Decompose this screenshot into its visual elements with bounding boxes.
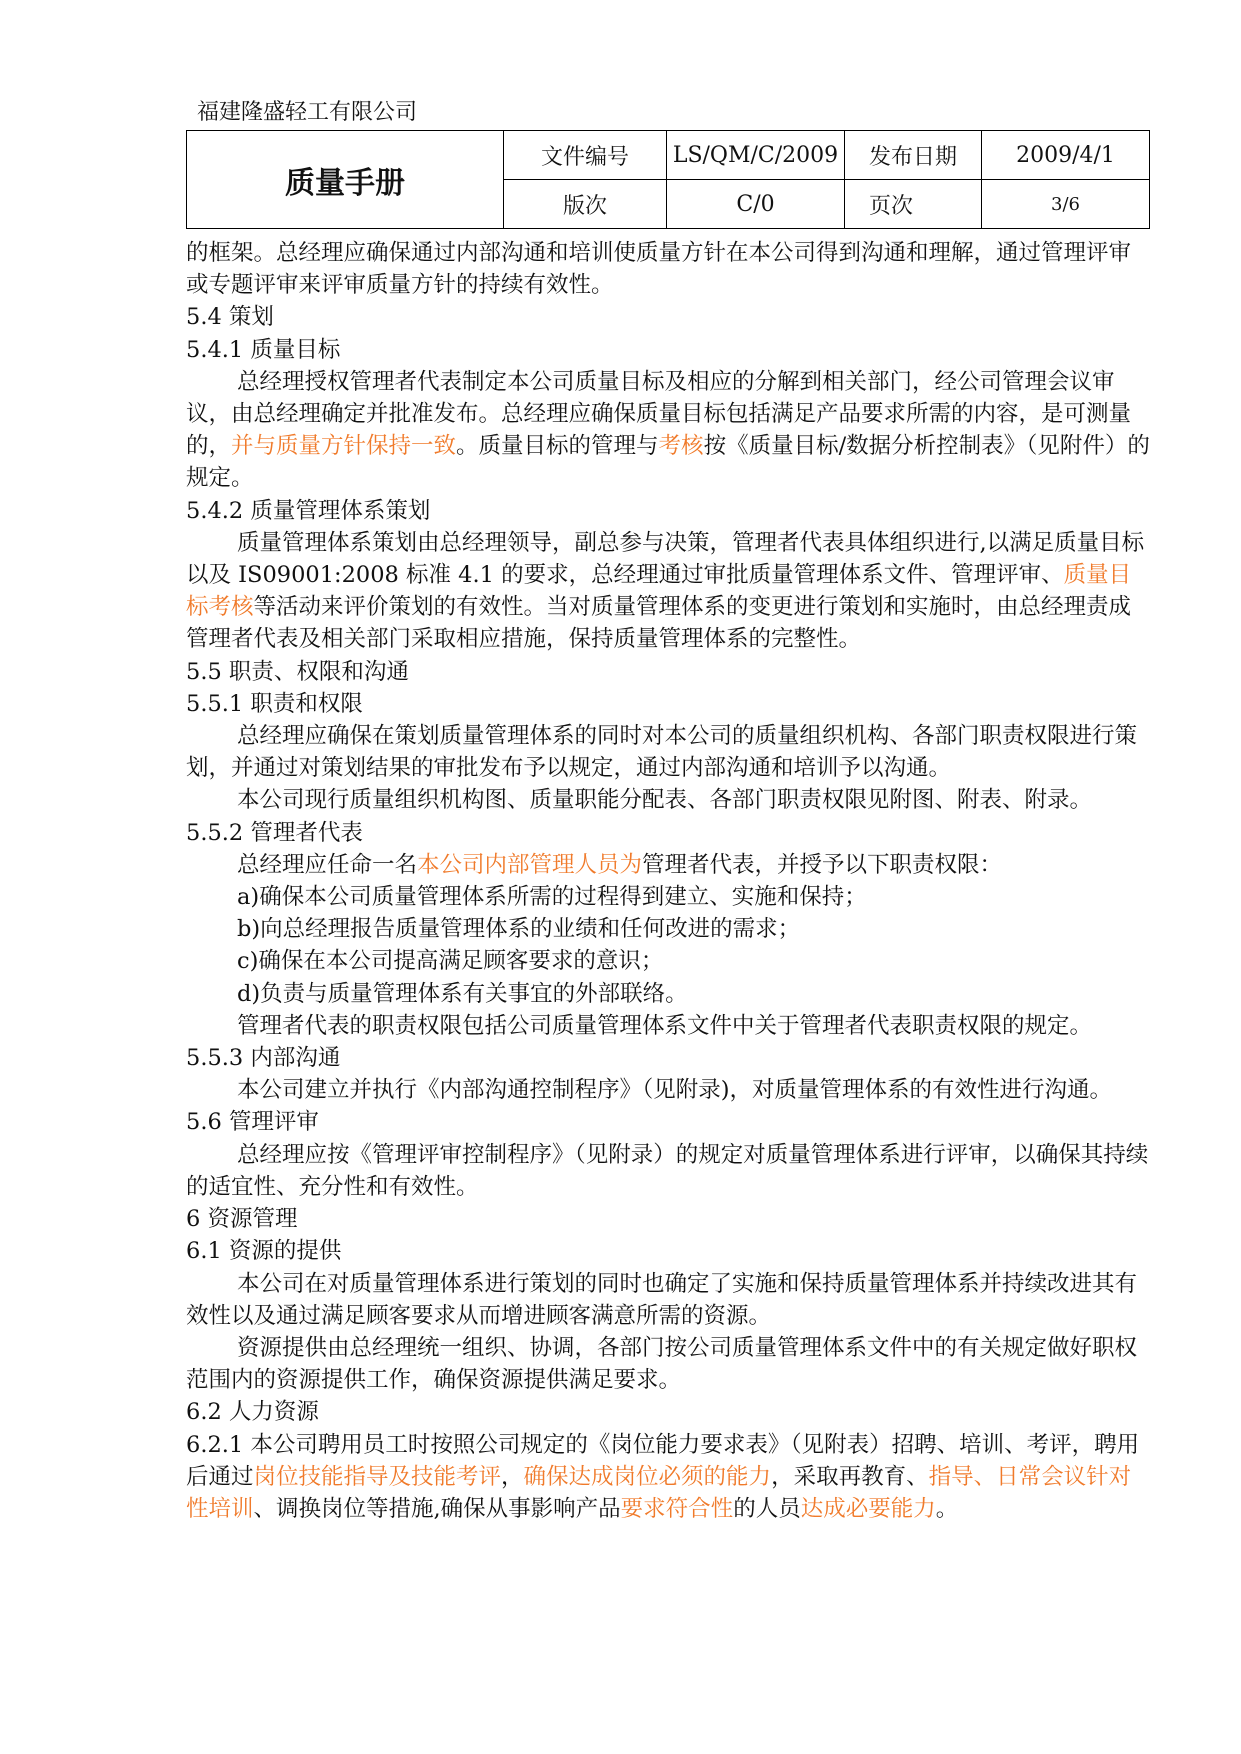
document-body [186, 237, 1150, 1525]
paragraph [186, 1235, 1150, 1267]
page-label: 页次 [845, 180, 982, 229]
text-run: 5.4.2 质量管理体系策划 [186, 497, 431, 524]
paragraph [186, 1268, 1150, 1332]
text-run: 5.5.3 内部沟通 [186, 1045, 341, 1072]
text-run: a)确保本公司质量管理体系所需的过程得到建立、实施和保持； [237, 884, 867, 911]
document-header-table [186, 130, 1150, 229]
text-run: 6.2.1 本公司聘用员工时按照公司规定的《岗位能力要求表》（见附表）招聘、培训、考评，聘用后通过 [186, 1431, 1140, 1490]
doc-number-label: 文件编号 [504, 131, 667, 180]
paragraph [186, 945, 1150, 977]
text-run: 总经理授权管理者代表制定本公司质量目标及相应的分解到相关部门，经公司管理会议审议，由总经理确定并批准发布。总经理应确保质量目标包括满足产品要求所需的内容，是可测量的， [186, 368, 1132, 460]
paragraph [186, 1332, 1150, 1396]
text-run: 。 [935, 1495, 959, 1522]
highlighted-text: 考核 [658, 433, 704, 460]
text-run: ， [501, 1463, 524, 1490]
paragraph [186, 881, 1150, 913]
release-date-label: 发布日期 [845, 131, 982, 180]
text-run: ，采取再教育、 [771, 1463, 929, 1490]
paragraph [186, 1106, 1150, 1138]
text-run: 管理者代表，并授予以下职责权限： [642, 851, 1003, 878]
paragraph [186, 817, 1150, 849]
highlighted-text: 并与质量方针保持一致 [231, 433, 457, 460]
release-date-value: 2009/4/1 [982, 131, 1150, 180]
highlighted-text: 质量目标考核 [186, 562, 1132, 621]
highlighted-text: 指导、日常会议针对性培训 [186, 1463, 1132, 1522]
paragraph [186, 1203, 1150, 1235]
text-run: 按《质量目标/数据分析控制表》（见附件）的规定。 [186, 433, 1150, 492]
highlighted-text: 岗位技能指导及技能考评 [253, 1463, 502, 1490]
text-run: 的人员 [733, 1495, 801, 1522]
highlighted-text: 本公司内部管理人员为 [417, 851, 643, 878]
paragraph [186, 1396, 1150, 1428]
paragraph [186, 1139, 1150, 1203]
highlighted-text: 要求符合性 [620, 1495, 734, 1522]
highlighted-text: 确保达成岗位必须的能力 [523, 1463, 772, 1490]
text-run: 5.4 策划 [186, 304, 274, 331]
paragraph [186, 334, 1150, 366]
text-run: 本公司现行质量组织机构图、质量职能分配表、各部门职责权限见附图、附表、附录。 [237, 787, 1093, 814]
text-run: 质量管理体系策划由总经理领导，副总参与决策，管理者代表具体组织进行,以满足质量目标以及 IS09001:2008 标准 4.1 的要求，总经理通过审批质量管理体系文件、管理评审、 [186, 529, 1145, 589]
paragraph [186, 656, 1150, 688]
paragraph [186, 849, 1150, 881]
text-run: 等活动来评价策划的有效性。当对质量管理体系的变更进行策划和实施时，由总经理责成管理者代表及相关部门采取相应措施，保持质量管理体系的完整性。 [186, 594, 1132, 653]
text-run: d)负责与质量管理体系有关事宜的外部联络。 [237, 980, 688, 1007]
text-run: 6.2 人力资源 [186, 1399, 319, 1426]
paragraph [186, 784, 1150, 816]
paragraph [186, 720, 1150, 784]
text-run: 5.5 职责、权限和沟通 [186, 658, 409, 685]
text-run: 。质量目标的管理与 [456, 433, 659, 460]
company-name: 福建隆盛轻工有限公司 [197, 100, 418, 125]
text-run: 5.6 管理评审 [186, 1109, 319, 1136]
paragraph [186, 1042, 1150, 1074]
version-value: C/0 [667, 180, 845, 229]
text-run: 资源提供由总经理统一组织、协调，各部门按公司质量管理体系文件中的有关规定做好职权范围内的资源提供工作，确保资源提供满足要求。 [186, 1334, 1138, 1394]
text-run: 6 资源管理 [186, 1206, 298, 1233]
paragraph [186, 978, 1150, 1010]
text-run: 总经理应确保在策划质量管理体系的同时对本公司的质量组织机构、各部门职责权限进行策划，并通过对策划结果的审批发布予以规定，通过内部沟通和培训予以沟通。 [186, 723, 1138, 782]
text-run: 5.5.2 管理者代表 [186, 819, 363, 846]
text-run: 本公司建立并执行《内部沟通控制程序》（见附录)，对质量管理体系的有效性进行沟通。 [237, 1077, 1113, 1104]
text-run: 总经理应按《管理评审控制程序》（见附录）的规定对质量管理体系进行评审，以确保其持续的适宜性、充分性和有效性。 [186, 1141, 1149, 1200]
paragraph [186, 913, 1150, 945]
paragraph [186, 1074, 1150, 1106]
document-title: 质量手册 [187, 131, 504, 229]
paragraph [186, 527, 1150, 656]
text-run: 管理者代表的职责权限包括公司质量管理体系文件中关于管理者代表职责权限的规定。 [237, 1012, 1093, 1039]
text-run: 5.4.1 质量目标 [186, 336, 341, 363]
text-run: 的框架。总经理应确保通过内部沟通和培训使质量方针在本公司得到沟通和理解，通过管理评审或专题评审来评审质量方针的持续有效性。 [186, 240, 1132, 299]
text-run: 本公司在对质量管理体系进行策划的同时也确定了实施和保持质量管理体系并持续改进其有效性以及通过满足顾客要求从而增进顾客满意所需的资源。 [186, 1270, 1138, 1329]
text-run: 、调换岗位等措施,确保从事影响产品 [253, 1495, 621, 1522]
paragraph [186, 301, 1150, 333]
text-run: 总经理应任命一名 [237, 851, 418, 878]
text-run: 5.5.1 职责和权限 [186, 690, 363, 717]
paragraph [186, 237, 1150, 301]
paragraph [186, 1010, 1150, 1042]
highlighted-text: 达成必要能力 [800, 1495, 936, 1522]
paragraph [186, 495, 1150, 527]
doc-number-value: LS/QM/C/2009 [667, 131, 845, 180]
text-run: 6.1 资源的提供 [186, 1238, 342, 1265]
text-run: b)向总经理报告质量管理体系的业绩和任何改进的需求； [237, 916, 801, 943]
text-run: c)确保在本公司提高满足顾客要求的意识； [237, 948, 664, 975]
paragraph [186, 1429, 1150, 1526]
page-value: 3/6 [982, 180, 1150, 229]
paragraph [186, 688, 1150, 720]
paragraph [186, 366, 1150, 495]
version-label: 版次 [504, 180, 667, 229]
